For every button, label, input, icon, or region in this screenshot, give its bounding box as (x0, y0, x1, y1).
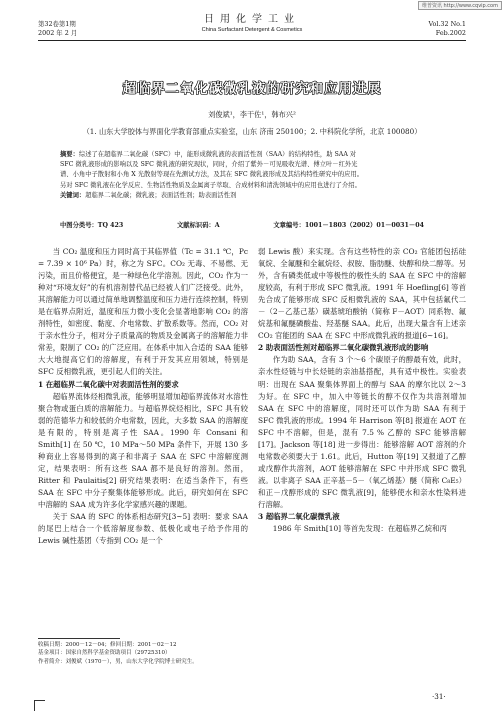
journal-title-cn: 日用化学工业 (204, 14, 300, 25)
footnote-funding: 基金项目：国家自然科学基金资助项目（29725310） (38, 650, 171, 657)
date-en: Feb.2002 (435, 28, 466, 37)
keywords: 关键词：超临界二氧化碳；微乳液；表面活性剂；助表面活性剂 (60, 191, 237, 199)
article-number: 文章编号：1001－1803（2002）01－0031－04 (273, 222, 424, 229)
authors: 刘俊斌¹，李干佐¹，韩布兴² (208, 110, 296, 119)
abstract-line: 谱、小角中子散射和小角 X 光散射等现在先测试方法，及其在 SFC 微乳液形成及其结构特性研究中的应用。 (60, 171, 364, 179)
paragraph: 当 CO₂ 温度和压力同时高于其临界值（Tc = 31.1 ℃，Pc = 7.39 × 10⁶ Pa）时，称之为 SFC。CO₂ 无毒、不易燃、无污染，而且价格便宜，是一种绿色化学溶剂。因此，CO₂ 作为一种对“环境友好”的有机溶剂替代品已经被人们广泛接受。此外，其溶解能力可以通过简单地调整温度和压力进行连续控制，特别是在临界点附近，温度和压力微小变化会显著地影响 CO₂ 的溶剂特性，如密度、黏度、介电常数、扩散系数等。然而，CO₂ 对于亲水性分子，相对分子质量高的物质及金属离子的溶解能力非常差，限制了 CO₂ 的广泛应用。在体系中加入合适的 SAA 能够大大地提高它们的溶解度，有利于开发其应用领域，特别是 SFC 反相微乳液，更引起人们的关注。 (38, 247, 248, 377)
footnote-author: 作者简介：刘俊斌（1970－），男，山东大学化学院博士研究生。 (38, 658, 198, 665)
abstract-line: 摘要：综述了在超临界二氧化碳（SFC）中，能形成微乳液的表面活性剂（SAA）的结构特性，助 SAA 对 (60, 151, 357, 158)
crop-mark (34, 700, 45, 711)
abstract-label: 摘要： (60, 151, 79, 158)
body-left-column (38, 246, 248, 634)
paragraph: 超临界流体烃相微乳液，能够明显增加超临界流体对水溶性聚合物或蛋白质的溶解能力。与超临界烷烃相比，SFC 具有较弱的范德华力和较低的介电常数，因此，大多数 SAA 的溶解度是有限的，特别是离子性 SAA。1990 年 Consani 和 Smith[1] 在 50 ℃，10 MPa～50 MPa 条件下，开展 130 多种商业上容易得到的离子和非离子 SAA 在 SFC 中溶解度测定，结果表明：所有这些 SAA 都不是良好的溶剂。然而，Ritter 和 Paulaitis[2] 研究结果表明：在适当条件下，有些 SAA 在 SFC 中分子聚集体能够形成。此后，研究如何在 SFC 中溶解的 SAA 成为许多化学家感兴趣的课题。 (38, 391, 248, 509)
paragraph: 作为助 SAA，含有 3 个～6 个碳原子的醇最有效，此时，亲水性烃链与中长烃链的亲油基搭配，具有适中极性。实验表明：出现在 SAA 聚集体界面上的醇与 SAA 的摩尔比以 2～3 为好。在 SFC 中，加入中等链长的醇不仅作为共溶剂增加 SAA 在 SFC 中的溶解度，同时还可以作为助 SAA 有利于 SFC 微乳液的形成。1994 年 Harrison 等[8] 报道在 AOT 在 SFC 中不溶解，但是，混有 7.5 % 乙醇的 SFC 能够溶解[17]。Jackson 等[18] 进一步得出：能够溶解 AOT 溶剂的介电常数必须要大于 1.61。此后，Hutton 等[19] 又报道了乙醇或戊醇作共溶剂，AOT 能够溶解在 SFC 中并形成 SFC 微乳液。以非离子 SAA 正辛基－5－（氧乙烯基）醚（简称 C₈E₅）和正－戊醇形成的 SFC 微乳液[9]，能够使水和亲水性染料进行溶解。 (258, 355, 466, 509)
date-cn: 2002 年 2 月 (38, 28, 78, 37)
affiliation: （1. 山东大学胶体与界面化学教育部重点实验室，山东 济南 250100；2. 中科院化学所，北京 100080） (82, 127, 422, 136)
document-code: 文献标识码：A (177, 222, 220, 229)
journal-title-en: China Surfactant Detergent & Cosmetics (201, 27, 303, 33)
abstract (60, 150, 444, 201)
classification-line (60, 220, 444, 229)
section-heading: 2 助表面活性剂对超临界二氧化碳微乳液形成的影响 (258, 343, 429, 353)
section-heading: 3 超临界二氧化碳微乳液 (258, 512, 340, 522)
body-right-column (258, 246, 466, 676)
article-title: 超临界二氧化碳微乳液的研究和应用进展 (122, 81, 382, 97)
header-right (428, 20, 466, 37)
paragraph: 弱 Lewis 酸）来实现。含有这些特性的亲 CO₂ 官能团包括硅氧烷、全氟醚和全氟烷烃、叔胺、脂肪醚、炔醇和炔二醇等。另外，含有磷类低或中等极性的极性头的 SAA 在 SFC 中的溶解度较高，有利于形成 SFC 微乳液。1991 年 Hoefling[6] 等首先合成了能够形成 SFC 反相微乳液的 SAA，其中包括氟代二－（2－乙基己基）磺基琥珀酸钠（简称 F－AOT）同系物、氟烷基和氟醚磷酸盐、羟基醚 SAA。此后，出现大量含有上述亲 CO₂ 官能团的 SAA 在 SFC 中形成微乳液的报道[6~16]。 (258, 247, 466, 341)
header-center (152, 13, 352, 34)
watermark: 维普资讯 http://www.cqvip.com (418, 1, 502, 10)
page-number: ·31· (432, 692, 446, 701)
header-left (38, 20, 77, 37)
abstract-line: SFC 微乳液形成的影响以及 SFC 微乳液的研究现状，同时，介绍了紫外－可见吸收光谱、傅立叶－红外光 (60, 161, 358, 169)
paragraph: 关于 SAA 的 SFC 的体系相态研究[3~5] 表明：要求 SAA 的尾巴上结合一个低溶解度参数、低极化或电子给予作用的 Lewis 碱性基团（专指到 CO₂ 是一个 (38, 512, 248, 546)
keywords-label: 关键词： (60, 191, 86, 199)
section-heading: 1 在超临界二氧化碳中对表面活性剂的要求 (38, 379, 179, 389)
abstract-line: 另对 SFC 微乳液在化学反应、生物活性物质及金属离子萃取、合成材料和清洗领域中的应用也进行了介绍。 (60, 181, 361, 189)
clc-number: 中图分类号：TQ 423 (60, 222, 124, 229)
volume-en: Vol.32 No.1 (428, 20, 466, 28)
paragraph: 1986 年 Smith[10] 等首先发现：在超临界乙烷和丙 (272, 524, 447, 534)
volume-cn: 第32卷第1期 (38, 20, 76, 28)
footnote-received: 收稿日期：2000－12－04；修回日期：2001－02－12 (38, 642, 177, 648)
footnotes (38, 641, 252, 666)
header-rule (38, 40, 466, 41)
footnote-rule (38, 638, 120, 639)
